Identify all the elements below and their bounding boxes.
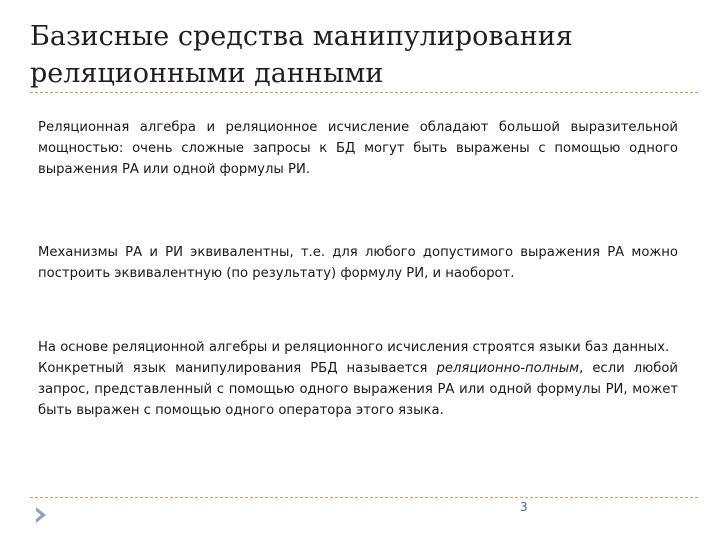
text-run: , если любой запрос, представленный с помощью одного выражения РА или одной формулы РИ, может быть выражен с помощью одного оператора этого языка.	[38, 361, 678, 418]
paragraph-text: Реляционная алгебра и реляционное исчисление обладают большой выразительной мощностью: очень сложные запросы к БД могут быть выражены с помощью одного выражения РА или одной формулы РИ.	[38, 120, 678, 177]
paragraph-equivalence	[38, 242, 678, 284]
chevron-right-icon	[34, 506, 48, 524]
paragraph-text: На основе реляционной алгебры и реляционного исчисления строятся языки баз данных.	[38, 340, 670, 355]
slide-title-line-1: Базисные средства манипулирования	[30, 21, 573, 52]
emphasis-term: реляционно-полным	[436, 361, 580, 376]
paragraph-text: Механизмы РА и РИ эквивалентны, т.е. для любого допустимого выражения РА можно построить эквивалентную (по результату) формулу РИ, и наоборот.	[38, 245, 678, 281]
footer-divider	[30, 497, 698, 498]
page-number: 3	[520, 500, 528, 514]
slide-title	[30, 18, 690, 92]
slide-title-line-2: реляционными данными	[30, 58, 384, 89]
paragraph-expressive-power	[38, 117, 678, 180]
paragraph-relational-completeness	[38, 358, 678, 421]
paragraph-languages	[38, 337, 678, 421]
text-run: Конкретный язык манипулирования РБД называется	[38, 361, 437, 376]
title-divider	[30, 92, 698, 93]
